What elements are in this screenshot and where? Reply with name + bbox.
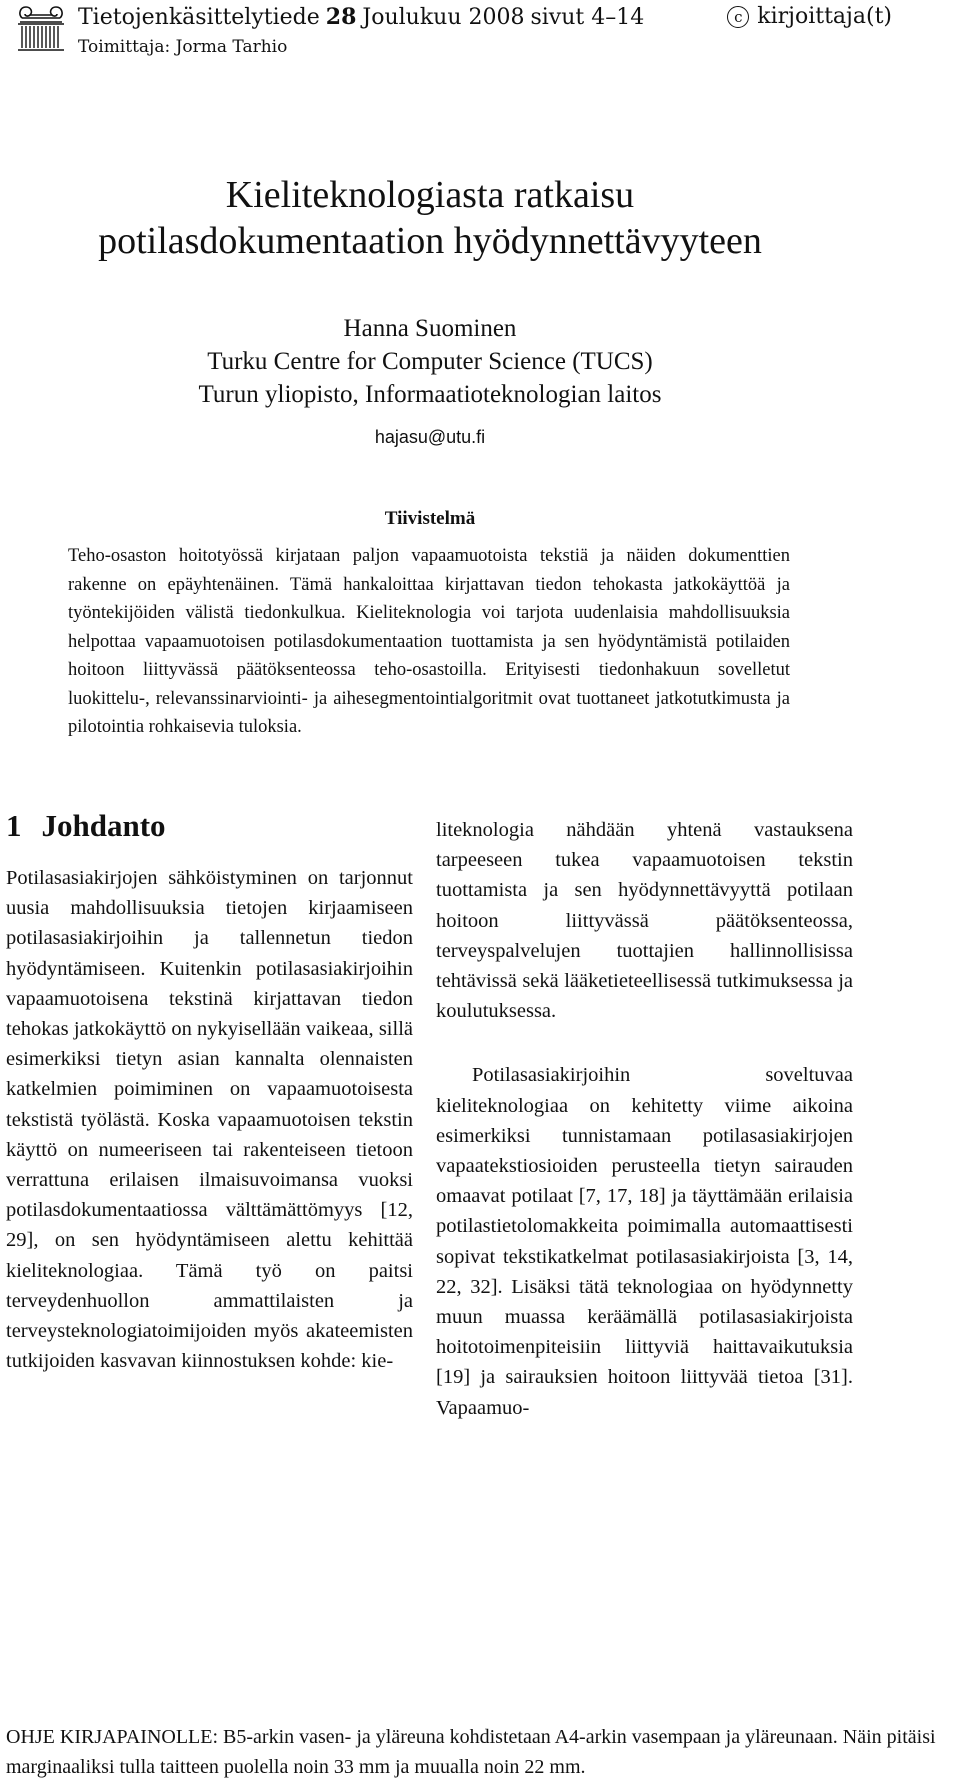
abstract-text: Teho-osaston hoitotyössä kirjataan paljon vapaamuotoista tekstiä ja näiden dokumenttien rakenne on epäyhtenäinen. Tämä hankaloittaa kirjattavan tiedon tehokasta jatkokäyttöä ja työntekijöiden välistä tiedonkulkua. Kieliteknologia voi tarjota uudenlaisia mahdollisuuksia helpottaa vapaamuotoisen potilasdokumentaation tuottamista ja sen hyödyntämistä potilaiden hoitoon liittyvässä päätöksenteossa teho-osastoilla. Erityisesti tiedonhakuun sovelletut luokittelu-, relevanssinarviointi- ja aihesegmentointialgoritmit ovat tuottaneet jatkotutkimusta ja pilotointia rohkaisevia tuloksia. [68, 546, 790, 737]
right-column [436, 815, 853, 1423]
section-heading [6, 808, 166, 844]
author-affiliation-1: Turku Centre for Computer Science (TUCS) [207, 348, 653, 375]
journal-logo-icon [16, 4, 66, 54]
printer-instructions: OHJE KIRJAPAINOLLE: B5-arkin vasen- ja yläreuna kohdistetaan A4-arkin vasempaan ja yläreunaan. Näin pitäisi marginaaliksi tulla taitteen puolella noin 33 mm ja muualla noin 22 mm. [6, 1726, 936, 1778]
journal-info [78, 2, 644, 33]
left-column [6, 863, 413, 1376]
journal-date: Joulukuu 2008 [362, 5, 525, 30]
editor-line: Toimittaja: Jorma Tarhio [78, 37, 288, 57]
abstract-body [68, 542, 790, 742]
abstract-heading: Tiivistelmä [384, 508, 476, 529]
journal-pages: sivut 4–14 [530, 5, 645, 30]
paper-title-line2: potilasdokumentaation hyödynnettävyyteen [98, 220, 762, 262]
section-number: 1 [6, 808, 22, 843]
copyright-text: kirjoittaja(t) [757, 4, 892, 29]
author-name: Hanna Suominen [343, 315, 517, 342]
section-title: Johdanto [41, 808, 166, 843]
paper-title-line1: Kieliteknologiasta ratkaisu [225, 174, 635, 216]
journal-volume: 28 [325, 4, 357, 30]
copyright-notice [727, 2, 892, 32]
right-column-paragraph-1: liteknologia nähdään yhtenä vastauksena tarpeeseen tukea vapaamuotoisen tekstin tuottamista ja sen hyödynnettävyyttä potilaan hoitoon liittyvässä päätöksenteossa, terveyspalvelujen tuottajien hallinnollisissa tehtävissä sekä lääketieteellisessä tutkimuksessa ja koulutuksessa. [436, 819, 853, 1023]
author-affiliation-2: Turun yliopisto, Informaatioteknologian laitos [198, 381, 662, 408]
author-email: hajasu@utu.fi [374, 427, 486, 447]
left-column-paragraph: Potilasasiakirjojen sähköistyminen on tarjonnut uusia mahdollisuuksia tietojen kirjaamiseen potilasasiakirjoihin ja tallennetun tiedon hyödyntämiseen. Kuitenkin potilasasiakirjoihin vapaamuotoisena tekstinä kirjattavan tiedon tehokas jatkokäyttö on nykyisellään vaikeaa, sillä esimerkiksi tietyn asian kannalta olennaisten katkelmien poimiminen on vapaamuotoisesta tekstistä työlästä. Koska vapaamuotoisen tekstin käyttö on numeeriseen tai rakenteiseen tietoon verrattuna erilaisen ilmaisuvoimansa vuoksi potilasdokumentaatiossa välttämättömyys [12, 29], on sen hyödyntämiseen alettu kehittää kieliteknologiaa. Tämä työ on paitsi terveydenhuollon ammattilaisten ja terveysteknologiatoimijoiden myös akateemisten tutkijoiden kasvavan kiinnostuksen kohde: kie- [6, 867, 413, 1373]
author-block [0, 312, 860, 411]
right-column-paragraph-2: Potilasasiakirjoihin soveltuvaa kieliteknologiaa on kehitetty viime aikoina esimerkiksi tunnistamaan potilasasiakirjojen vapaatekstiosioiden perusteella tietyn sairauden omaavat potilaat [7, 17, 18] ja täyttämään erilaisia potilastietolomakkeita poimimalla automaattisesti sopivat tekstikatkelmat potilasasiakirjoista [3, 14, 22, 32]. Lisäksi tätä teknologiaa on hyödynnetty muun muassa keräämällä potilasasiakirjoista hoitotoimenpiteisiin liittyviä haittavaikutuksia [19] ja sairauksien hoitoon liittyvää tietoa [31]. Vapaamuo- [436, 1064, 853, 1419]
paper-title [0, 172, 860, 264]
journal-name: Tietojenkäsittelytiede [78, 5, 320, 30]
copyright-icon: c [727, 6, 749, 28]
